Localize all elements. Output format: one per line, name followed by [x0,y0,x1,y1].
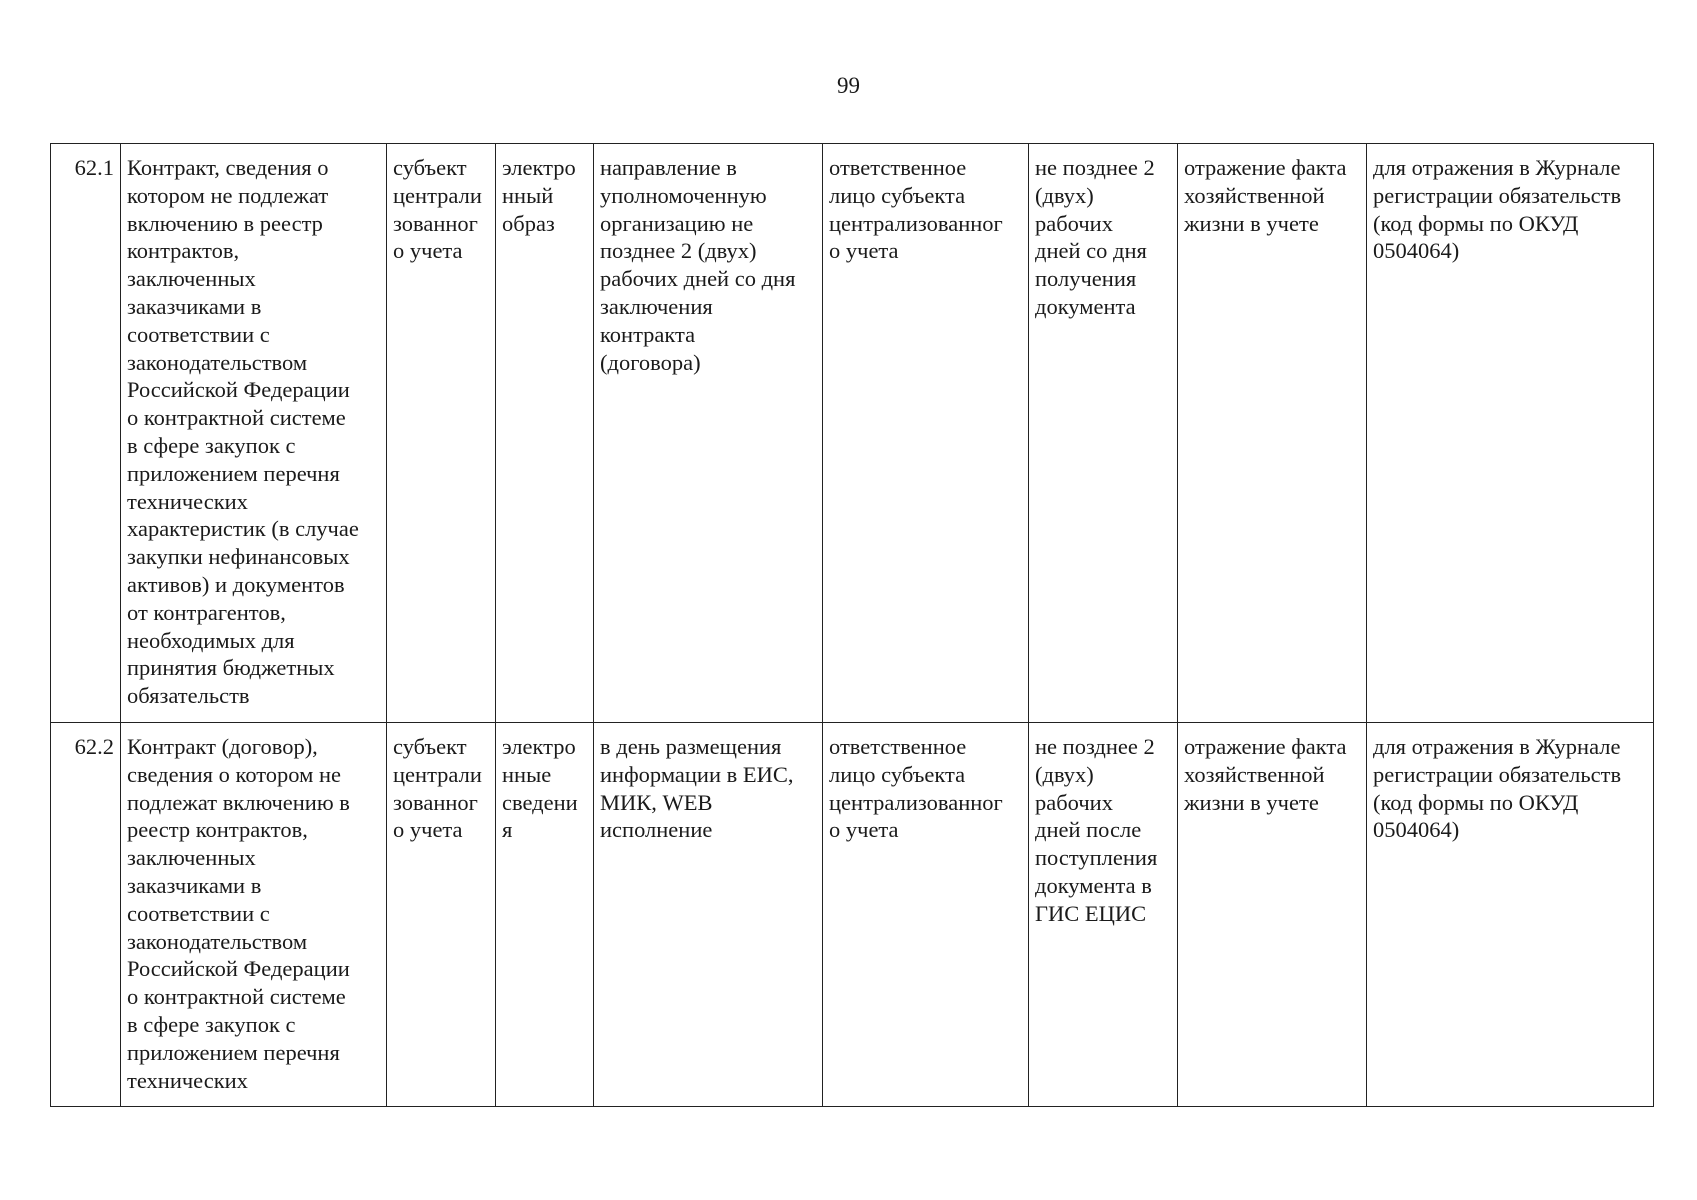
responsible-cell [823,144,1029,723]
row-number: 62.2 [74,734,114,759]
purpose-cell [1178,723,1367,1107]
responsible-cell [823,723,1029,1107]
format: электро нный образ [502,155,576,236]
deadline-cell [1029,144,1178,723]
document-name: Контракт, сведения о котором не подлежат включению в реестр контрактов, заключенных заказчиками в соответствии с законодательством Российской Федерации о контрактной системе в сфере закупок с приложением перечня технических характеристик (в случае закупки нефинансовых активов) и документов от контрагентов, необходимых для принятия бюджетных обязательств [127,155,359,709]
format: электро нные сведени я [502,734,578,843]
purpose-cell [1178,144,1367,723]
page-number: 99 [837,73,860,98]
creator: субъект централи зованног о учета [393,734,482,843]
transfer-cell [594,144,823,723]
document-table [50,143,1654,1107]
format-cell [496,723,594,1107]
transfer-procedure: в день размещения информации в ЕИС, МИК, WEB исполнение [600,734,794,843]
table-row [51,144,1654,723]
register-cell [1367,723,1654,1107]
purpose: отражение факта хозяйственной жизни в учете [1184,734,1347,815]
transfer-cell [594,723,823,1107]
row-number-cell [51,723,121,1107]
row-number: 62.1 [74,155,114,180]
transfer-procedure: направление в уполномоченную организацию не позднее 2 (двух) рабочих дней со дня заключения контракта (договора) [600,155,796,375]
format-cell [496,144,594,723]
row-number-cell [51,144,121,723]
responsible-person: ответственное лицо субъекта централизованног о учета [829,155,1003,264]
document-name-cell [121,144,387,723]
register-cell [1367,144,1654,723]
register-note: для отражения в Журнале регистрации обязательств (код формы по ОКУД 0504064) [1373,734,1622,843]
deadline: не позднее 2 (двух) рабочих дней после поступления документа в ГИС ЕЦИС [1035,734,1158,926]
table-row [51,723,1654,1107]
responsible-person: ответственное лицо субъекта централизованног о учета [829,734,1003,843]
document-name-cell [121,723,387,1107]
register-note: для отражения в Журнале регистрации обязательств (код формы по ОКУД 0504064) [1373,155,1622,264]
deadline: не позднее 2 (двух) рабочих дней со дня получения документа [1035,155,1155,319]
creator: субъект централи зованног о учета [393,155,482,264]
creator-cell [387,144,496,723]
document-name: Контракт (договор), сведения о котором не подлежат включению в реестр контрактов, заключенных заказчиками в соответствии с законодательством Российской Федерации о контрактной системе в сфере закупок с приложением перечня технических [127,734,350,1093]
creator-cell [387,723,496,1107]
purpose: отражение факта хозяйственной жизни в учете [1184,155,1347,236]
deadline-cell [1029,723,1178,1107]
